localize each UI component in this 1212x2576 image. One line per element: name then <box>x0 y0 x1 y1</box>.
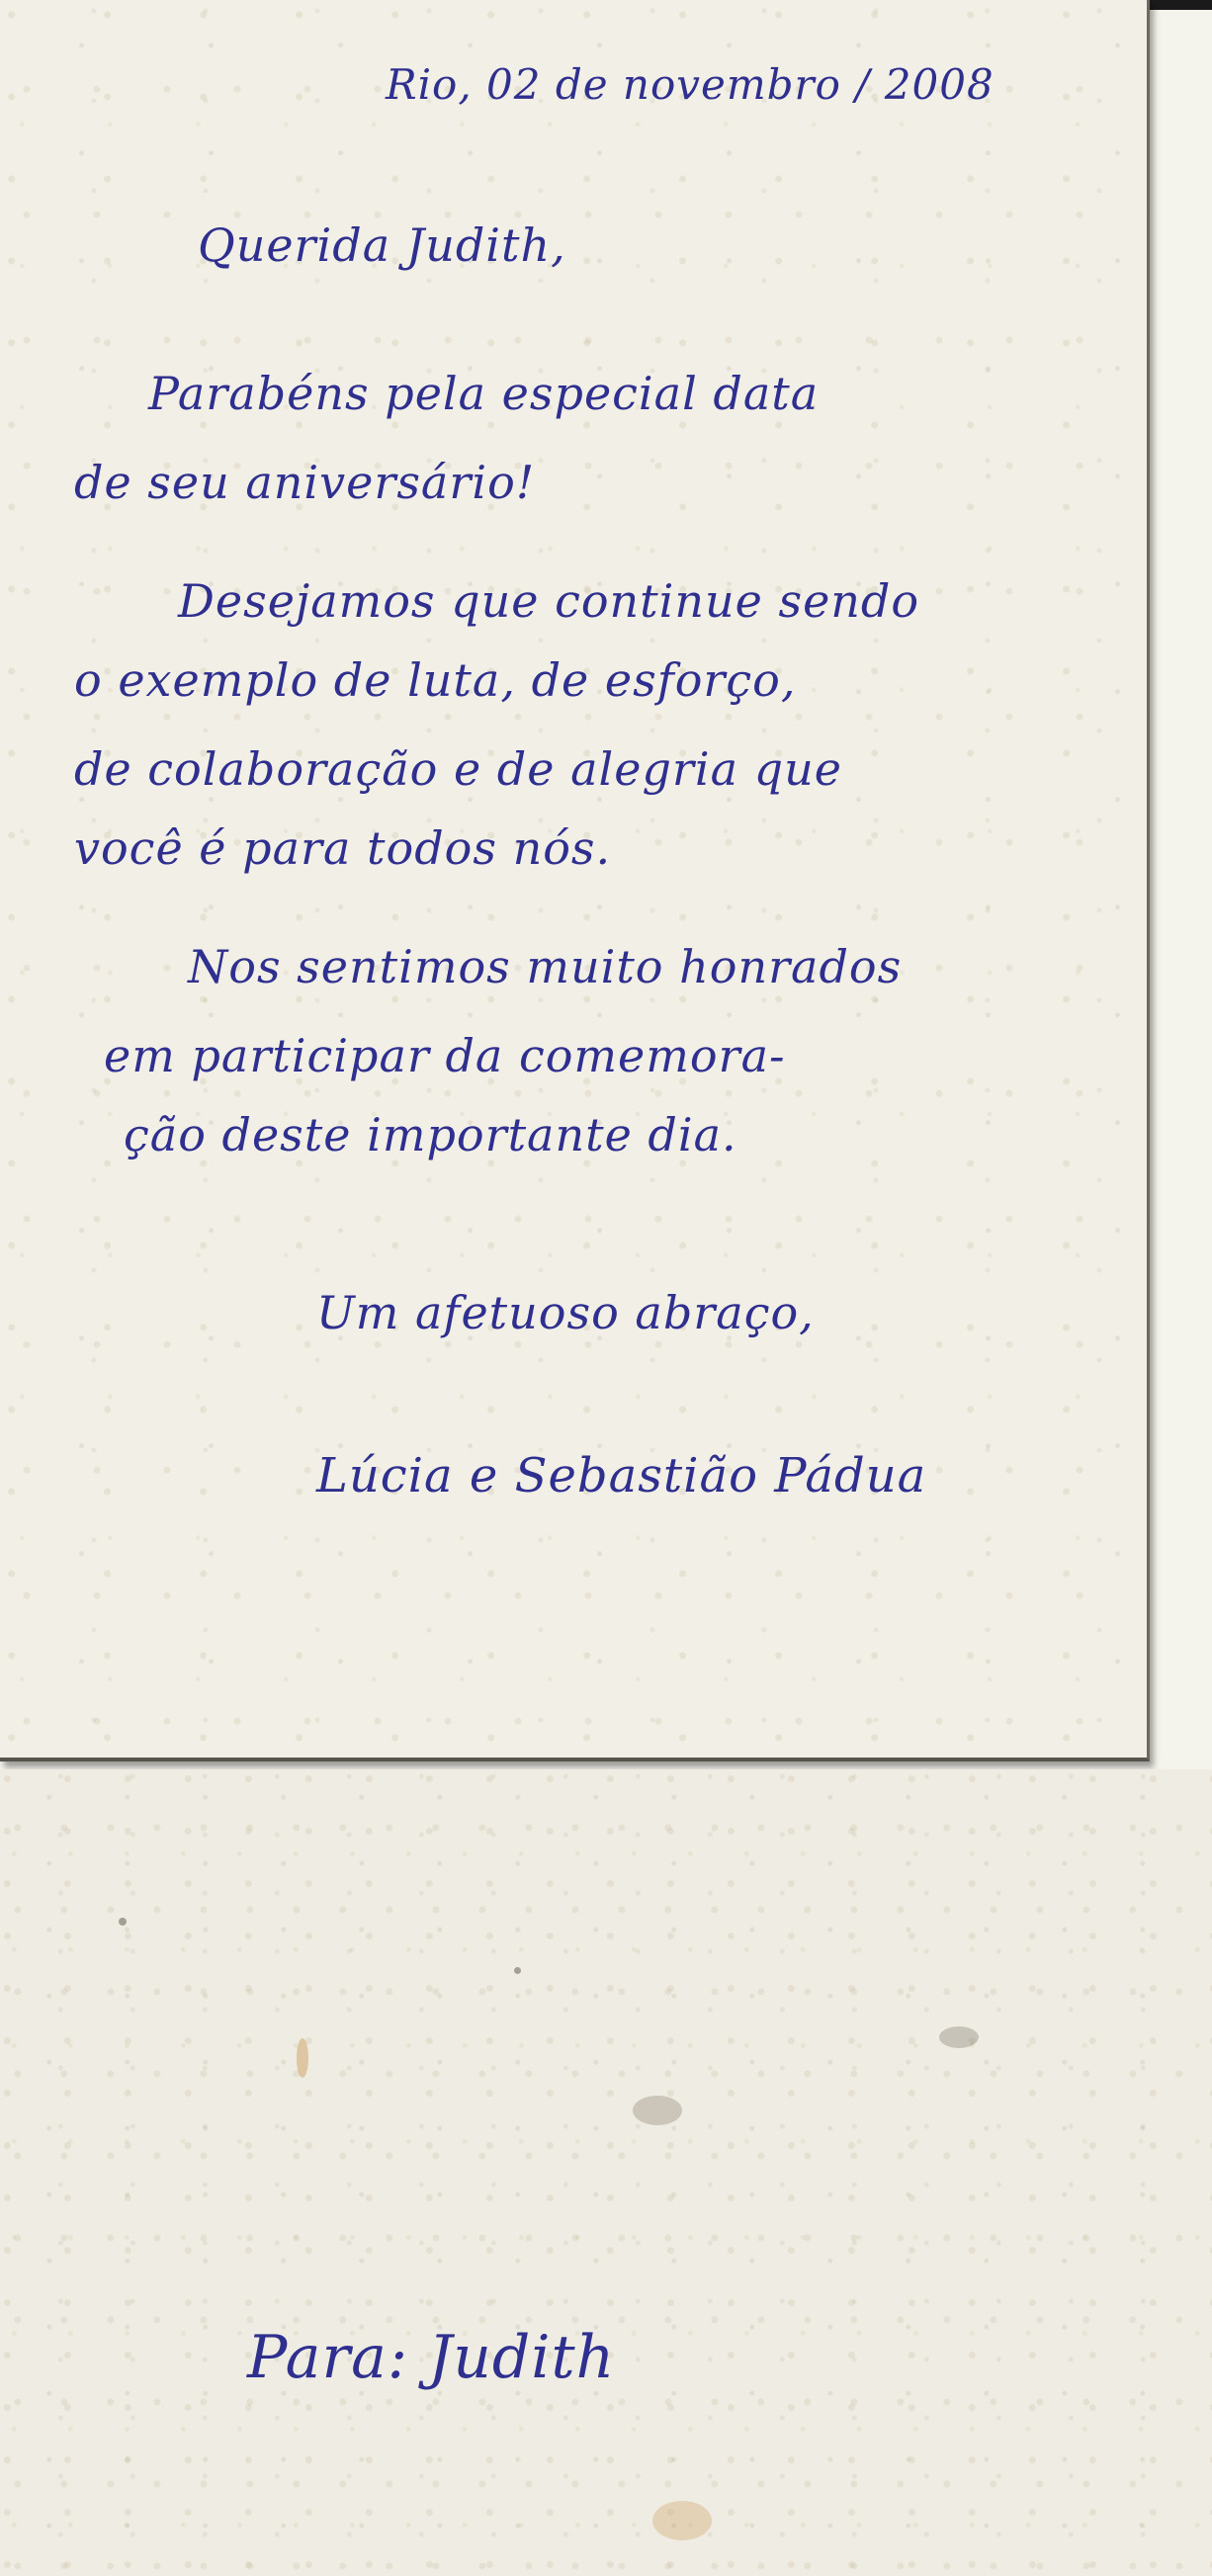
date-line: Rio, 02 de novembro / 2008 <box>386 60 995 109</box>
letter-line: em participar da comemora- <box>104 1029 786 1082</box>
letter-line: de colaboração e de alegria que <box>74 742 842 796</box>
letter-line: de seu aniversário! <box>74 456 536 509</box>
letter-line: Parabéns pela especial data <box>148 367 820 420</box>
paper-fleck <box>119 1918 127 1926</box>
letter-line: você é para todos nós. <box>74 821 612 875</box>
closing: Um afetuoso abraço, <box>316 1286 815 1339</box>
letter-line: ção deste importante dia. <box>124 1108 737 1161</box>
paper-fleck <box>514 1967 521 1974</box>
letter-line: Desejamos que continue sendo <box>178 574 920 628</box>
signature: Lúcia e Sebastião Pádua <box>316 1448 927 1503</box>
letter-line: o exemplo de luta, de esforço, <box>74 653 797 707</box>
paper-fleck <box>633 2096 682 2125</box>
paper-fleck <box>297 2038 308 2078</box>
envelope-back <box>0 1769 1212 2576</box>
paper-fleck <box>939 2026 979 2048</box>
addressee: Para: Judith <box>247 2323 616 2392</box>
letter-line: Nos sentimos muito honrados <box>188 940 903 993</box>
salutation: Querida Judith, <box>198 218 566 272</box>
paper-fleck <box>652 2501 712 2540</box>
